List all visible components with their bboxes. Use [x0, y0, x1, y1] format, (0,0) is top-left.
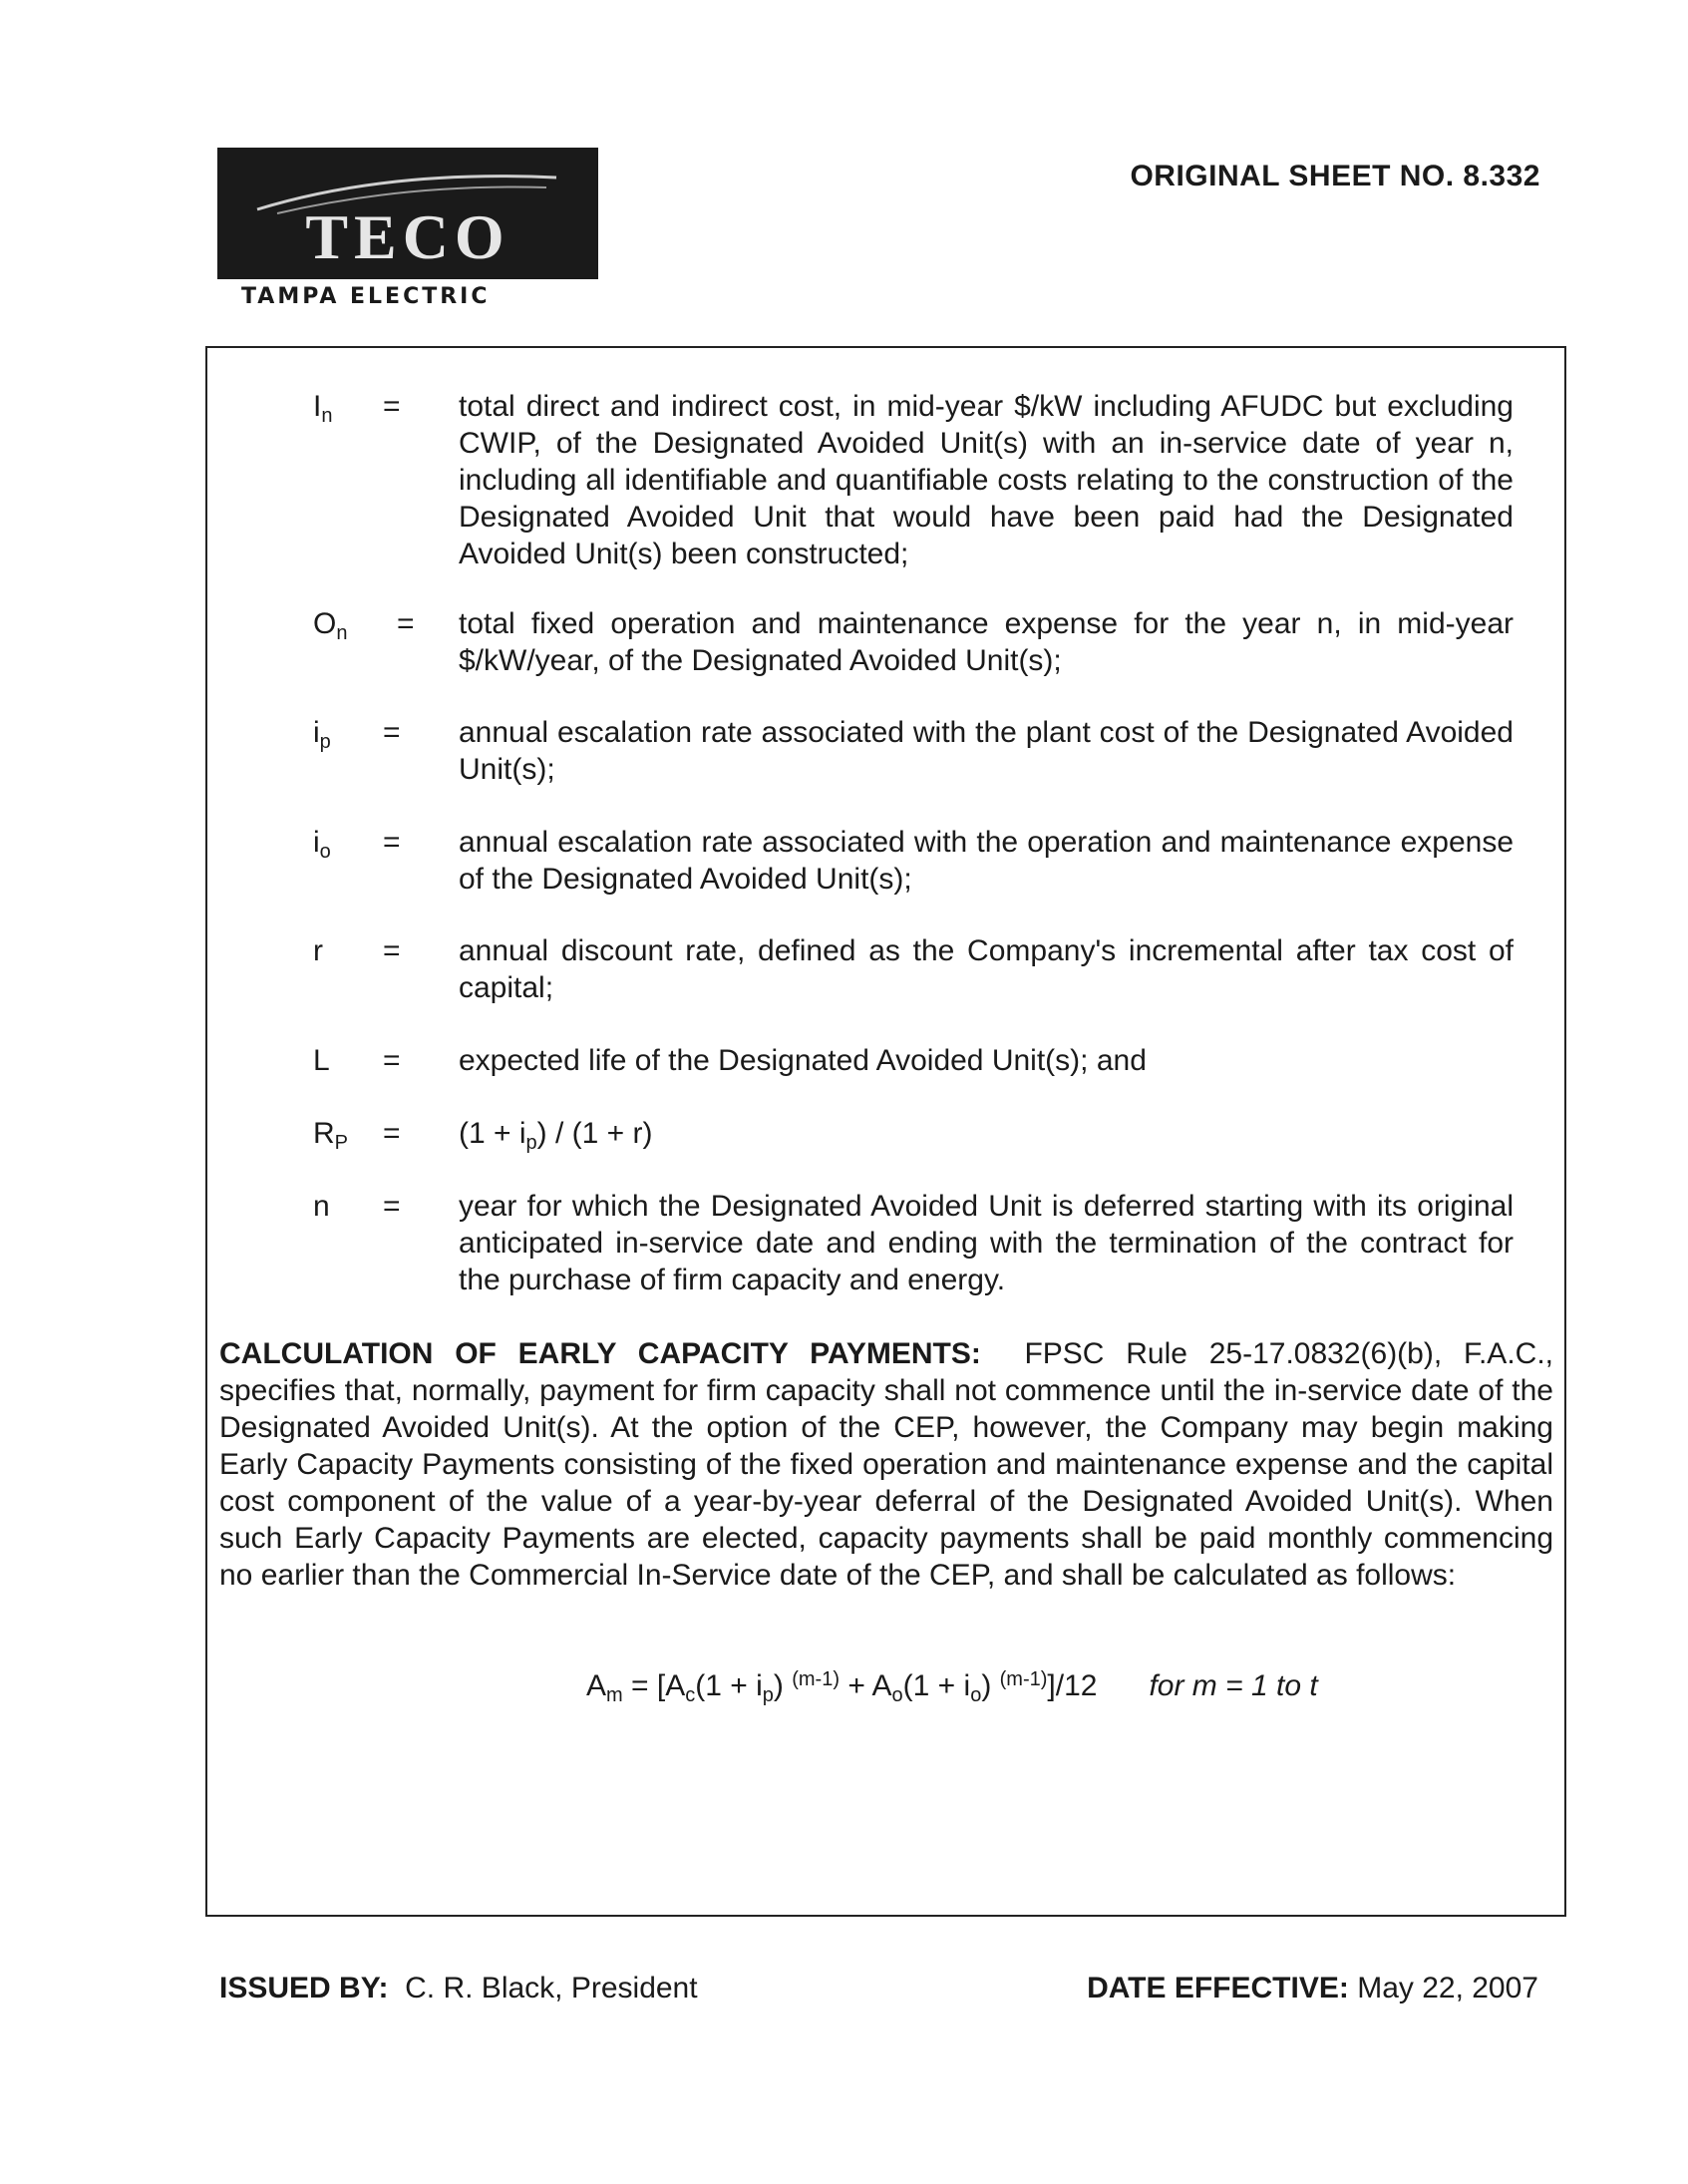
definition-text: $(1 + i_p) / (1 + r)$	[459, 1117, 653, 1154]
equals-sign: =	[383, 1190, 401, 1223]
definition-symbol: $R_P$	[313, 1117, 349, 1154]
definition-symbol: n	[313, 1190, 330, 1223]
equals-sign: =	[383, 1044, 401, 1077]
effective-label: DATE EFFECTIVE:	[1087, 1972, 1349, 2004]
definition-text: year for which the Designated Avoided Unit is deferred starting with its original anticipated in-service date and ending with the termination of the contract for the purchase of firm capacity and energy.	[459, 1190, 1514, 1296]
definition-symbol: $O_n$	[313, 607, 348, 644]
section-body: FPSC Rule 25-17.0832(6)(b), F.A.C., specifies that, normally, payment for firm capacity shall not commence until the in-service date of the Designated Avoided Unit(s). At the option of the CEP, however, the Company may begin making Early Capacity Payments consisting of the fixed operation and maintenance expense and the capital cost component of the value of a year-by-year deferral of the Designated Avoided Unit(s). When such Early Capacity Payments are elected, capacity payments shall be paid monthly commencing no earlier than the Commercial In-Service date of the CEP, and shall be calculated as follows:	[219, 1337, 1553, 1592]
date-effective	[1087, 1972, 1538, 2005]
issued-value: C. R. Black, President	[405, 1972, 698, 2004]
equals-sign: =	[397, 607, 415, 640]
early-capacity-paragraph	[219, 1335, 1553, 1594]
definition-text: annual escalation rate associated with the operation and maintenance expense of the Designated Avoided Unit(s);	[459, 826, 1514, 896]
company-logo	[217, 148, 598, 279]
definition-text: total direct and indirect cost, in mid-year $/kW including AFUDC but excluding CWIP, of the Designated Avoided Unit(s) with an in-service date of year n, including all identifiable and quantifiable costs relating to the construction of the Designated Avoided Unit that would have been paid had the Designated Avoided Unit(s) been constructed;	[459, 390, 1514, 570]
definition-text: annual escalation rate associated with the plant cost of the Designated Avoided Unit(s);	[459, 716, 1514, 786]
equals-sign: =	[383, 716, 401, 749]
equals-sign: =	[383, 390, 401, 423]
content-frame	[205, 346, 1566, 1917]
definition-symbol: $i_o$	[313, 826, 331, 863]
definition-symbol: r	[313, 934, 323, 967]
issued-label: ISSUED BY:	[219, 1972, 389, 2004]
equals-sign: =	[383, 826, 401, 859]
definition-text: total fixed operation and maintenance expense for the year n, in mid-year $/kW/year, of the Designated Avoided Unit(s);	[459, 607, 1514, 677]
definition-symbol: $I_n$	[313, 390, 333, 427]
definition-text: expected life of the Designated Avoided Unit(s); and	[459, 1044, 1147, 1077]
formula-condition: for m = 1 to t	[1149, 1669, 1318, 1702]
definition-symbol: $i_p$	[313, 716, 331, 753]
issued-by	[219, 1972, 698, 2005]
definition-text: annual discount rate, defined as the Company's incremental after tax cost of capital;	[459, 934, 1514, 1004]
payment-formula: $A_m = [A_c(1 + i_p) ^{(m-1)} + A_o(1 + i_o)$ $^{(m-1)}$]/12 for m = 1 to t	[586, 1668, 1318, 1706]
equals-sign: =	[383, 1117, 401, 1150]
definition-symbol: L	[313, 1044, 330, 1077]
sheet-number: ORIGINAL SHEET NO. 8.332	[1130, 160, 1540, 192]
equals-sign: =	[383, 934, 401, 967]
logo-wordmark: TECO	[305, 201, 510, 272]
effective-value: May 22, 2007	[1357, 1972, 1538, 2004]
section-heading: CALCULATION OF EARLY CAPACITY PAYMENTS:	[219, 1337, 981, 1370]
logo-subtext: TAMPA ELECTRIC	[241, 284, 491, 309]
